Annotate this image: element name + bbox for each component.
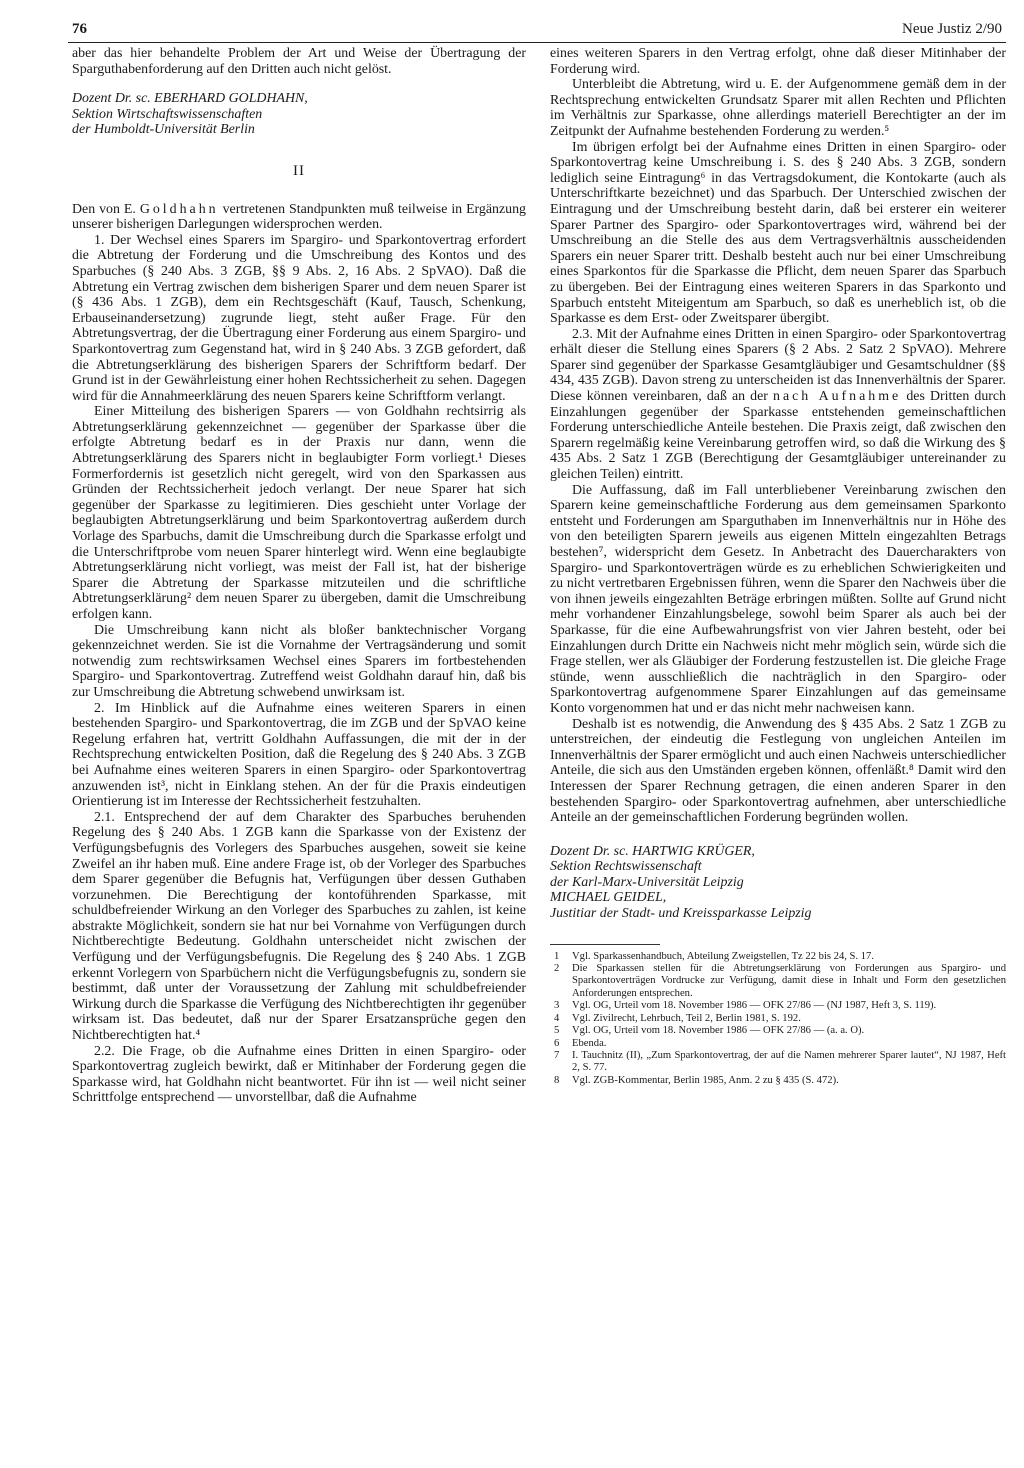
running-header <box>68 20 1006 43</box>
paragraph: Die Auffassung, daß im Fall unterbliebener Vereinbarung zwischen den Sparern keine gemeinschaftliche Forderung aus dem gemeinsamen Sparkonto entsteht und Forderungen am Sparguthaben im Innenverhältnis nur in Höhe des von den beteiligten Sparern jeweils aus eigenen Mitteln eingezahlten Betrags bestehen⁷, widerspricht dem Gesetz. In Anbetracht des Dauercharakters von Spargiro- und Sparkontoverträgen würde es zu erheblichen Schwierigkeiten und zu nicht vertretbaren Ergebnissen führen, wenn die Sparer den Nachweis über die von ihnen jeweils eingezahlten Beträge erbringen müßten. Sollte auf Grund nicht mehr vorhandener Einzahlungsbelege, sowohl beim Sparer als auch bei der Sparkasse, für die eine Aufbewahrungsfrist von vier Jahren besteht, oder bei Einzahlungen durch Dritte ein Nachweis nicht mehr möglich sein, würde sich die Frage stellen, wer als Gläubiger der Forderung festzustellen ist. Die gleiche Frage stünde, wenn ausschließlich die nachträglich in den Spargiro- oder Sparkontovertrag aufgenommene Sparer Einzahlungen auf das gemeinsame Konto vorgenommen hat und er das nicht mehr nachweisen kann. <box>550 482 1006 716</box>
author-affiliation: Justitiar der Stadt- und Kreissparkasse Leipzig <box>550 906 812 922</box>
paragraph: Deshalb ist es notwendig, die Anwendung des § 435 Abs. 2 Satz 1 ZGB zu unterstreichen, der eindeutig die Festlegung von ungleichen Anteilen im Innenverhältnis der Sparer ermöglicht und auch einen Nachweis unterschiedlicher Anteile, die sich aus den Umständen ergeben können, offenläßt.⁸ Damit wird den Interessen der Sparer Rechnung getragen, die einen anderen Sparer in den bestehenden Spargiro- oder Sparkontovertrag aufnehmen, aber unterschiedliche Anteile an der gemeinschaftlichen Forderung begründen wollen. <box>550 716 1006 826</box>
author-block-goldhahn <box>72 91 526 138</box>
paragraph: Unterbleibt die Abtretung, wird u. E. der Aufgenommene gemäß dem in der Rechtsprechung entwickelten Grundsatz Sparer mit allen Rechten und Pflichten im Verhältnis zur Sparkasse, ohne allerdings materiell Berechtigter an der im Zeitpunkt der Aufnahme bestehenden Forderung zu werden.⁵ <box>550 77 1006 139</box>
footnote-number: 6 <box>554 1037 560 1049</box>
paragraph: 2. Im Hinblick auf die Aufnahme eines weiteren Sparers in einen bestehenden Spargiro- und Sparkontovertrag, die im ZGB und der SpVAO keine Regelung erfahren hat, vertritt Goldhahn Auffassungen, die mit der in der Rechtsprechung entwickelten Position, daß die Regelung des § 240 Abs. 3 ZGB bei Aufnahme eines weiteren Sparers in einen Spargiro- oder Sparkontovertrag anzuwenden ist³, nicht in Einklang stehen. An der für die Praxis eindeutigen Orientierung ist im Interesse der Rechtssicherheit festzuhalten. <box>72 700 526 810</box>
journal-issue: Neue Justiz 2/90 <box>902 21 1002 37</box>
footnote-text: Vgl. Zivilrecht, Lehrbuch, Teil 2, Berlin 1981, S. 192. <box>572 1012 801 1024</box>
spaced-text: nach Aufnahme <box>773 389 902 405</box>
intro-text: vertretenen Standpunkten muß teilweise in Ergänzung unserer bisherigen Darlegungen widersprochen werden. <box>72 201 526 233</box>
paragraph: Die Umschreibung kann nicht als bloßer banktechnischer Vorgang gekennzeichnet werden. Sie ist die Vornahme der Vertragsänderung und somit notwendig zum rechtswirksamen Wechsel eines Sparers im fortbestehenden Spargiro- und Sparkontovertrag. Zutreffend weist Goldhahn darauf hin, daß bis zur Umschreibung die Abtretung schwebend unwirksam ist. <box>72 622 526 700</box>
footnote <box>550 951 1006 963</box>
paragraph-text: des Dritten durch Einzahlungen gegenüber der Sparkasse entstehenden gemeinschaftlichen Forderung unterschiedliche Anteile bestehen. Die Praxis zeigt, daß zwischen den Sparern regelmäßig keine Vereinbarung getroffen wird, so daß die Wirkung des § 435 Abs. 2 Satz 1 ZGB (Berechtigung der Gesamtgläubiger untereinander zu gleichen Teilen) eintritt. <box>550 389 1007 483</box>
author-name: Dozent Dr. sc. HARTWIG KRÜGER, <box>550 843 755 859</box>
footnote-text: Vgl. OG, Urteil vom 18. November 1986 — OFK 27/86 — (a. a. O). <box>572 1025 865 1037</box>
footnote <box>550 1000 1006 1012</box>
paragraph: 1. Der Wechsel eines Sparers im Spargiro- und Sparkontovertrag erfordert die Abtretung der Forderung und die Umschreibung des Kontos und des Sparbuches (§ 240 Abs. 3 ZGB, §§ 9 Abs. 2, 16 Abs. 2 SpVAO). Daß die Abtretung ein Vertrag zwischen dem bisherigen Sparer und dem neuen Sparer ist (§ 436 Abs. 1 ZGB), dem ein Rechtsgeschäft (Kauf, Tausch, Schenkung, Erbauseinandersetzung) zugrunde liegt, steht außer Frage. Für den Abtretungsvertrag, der die Übertragung einer Forderung aus einem Spargiro- und Sparkontovertrag zum Gegenstand hat, wird in § 240 Abs. 3 ZGB gefordert, daß die Abtretungserklärung des bisherigen Sparers der Schriftform bedarf. Der Grund ist in der Gewährleistung einer hohen Rechtssicherheit zu sehen. Dagegen wird für die Annahmeerklärung des neuen Sparers keine Schriftform verlangt. <box>72 232 526 404</box>
paragraph-text: 2.3. Mit der Aufnahme eines Dritten in einen Spargiro- oder Sparkontovertrag erhält dieser die Stellung eines Sparers (§ 2 Abs. 2 Satz 2 SpVAO). Mehrere Sparer sind gegenüber der Sparkasse Gesamtgläubiger und Gesamtschuldner (§§ 434, 435 ZGB). Davon streng zu unterscheiden ist das Innenverhältnis der Sparer. Diese können vereinbaren, daß an der <box>550 326 1006 405</box>
footnote-number: 2 <box>554 963 560 975</box>
paragraph: aber das hier behandelte Problem der Art und Weise der Übertragung der Sparguthabenforderung auf den Dritten auch nicht gelöst. <box>72 46 526 77</box>
spaced-name: Goldhahn <box>139 201 219 217</box>
author-name: MICHAEL GEIDEL, <box>550 890 667 906</box>
intro-paragraph <box>72 202 526 233</box>
intro-text: Den von E. <box>72 201 136 217</box>
footnote-number: 5 <box>554 1025 560 1037</box>
footnote <box>550 1013 1006 1025</box>
footnote-text: Vgl. OG, Urteil vom 18. November 1986 — OFK 27/86 — (NJ 1987, Heft 3, S. 119). <box>572 1000 937 1012</box>
footnotes <box>550 951 1006 1087</box>
footnote-text: I. Tauchnitz (II), „Zum Sparkontovertrag, der auf die Namen mehrerer Sparer lautet“, NJ 1987, Heft 2, S. 77. <box>572 1049 1006 1074</box>
footnote <box>550 963 1006 1000</box>
paragraph: Einer Mitteilung des bisherigen Sparers — von Goldhahn rechtsirrig als Abtretungserklärung gekennzeichnet — gegenüber der Sparkasse über die erfolgte Abtretung bedarf es in der Praxis nur dann, wenn die Abtretungserklärung des Sparers nicht in beglaubigter Form vorliegt.¹ Dieses Formerfordernis ist gesetzlich nicht geregelt, wird von den Sparkassen aus Gründen der Rechtssicherheit jedoch verlangt. Der neue Sparer hat sich gegenüber der Sparkasse zu legitimieren. Dies geschieht unter Vorlage der beglaubigten Abtretungserklärung und beim Sparkontovertrag außerdem durch Vorlage des Sparbuchs, damit die Umschreibung durch die Sparkasse erfolgt und die Unterschriftprobe vom neuen Sparer hinterlegt wird. Wenn eine beglaubigte Abtretungserklärung nicht vorliegt, was meist der Fall ist, hat der bisherige Sparer die Abtretung der Sparkasse mitzuteilen und die schriftliche Abtretungserklärung² dem neuen Sparer zu übergeben, damit die Umschreibung erfolgen kann. <box>72 404 526 622</box>
footnote <box>550 1025 1006 1037</box>
footnote-text: Ebenda. <box>572 1037 607 1049</box>
paragraph: 2.1. Entsprechend der auf dem Charakter des Sparbuches beruhenden Regelung des § 240 Abs. 1 ZGB kann die Sparkasse von der Existenz der Verfügungsbefugnis des Vorlegers des Sparbuches ausgehen, soweit sie keine Zweifel an ihr haben muß. Eine andere Frage ist, ob der Vorleger des Sparbuches dem Sparer gegenüber die Befugnis hat, Verfügungen über dessen Guthaben vorzunehmen. Die Berechtigung der kontoführenden Sparkasse, mit schuldbefreiender Wirkung an den Vorleger des Sparbuches zu zahlen, ist keine abstrakte Möglichkeit, sondern sie hat nur bei Vornahme von Verfügungen durch Nichtberechtigte Bedeutung. Goldhahn unterscheidet nicht zwischen der Verfügung und der Verfügungsbefugnis. Die Regelung des § 240 Abs. 1 ZGB erkennt Vorlegern von Sparbüchern nicht die Verfügungsbefugnis zu, sondern sie bestimmt, daß unter der Voraussetzung der Zahlung mit schuldbefreiender Wirkung durch die Sparkasse die Verfügung des Nichtberechtigten ihr gegenüber wirksam ist. Das bedeutet, daß nur der Sparer Ersatzansprüche gegen den Nichtberechtigten hat.⁴ <box>72 809 526 1044</box>
footnote-number: 8 <box>554 1074 560 1086</box>
footnote-rule <box>550 944 660 945</box>
paragraph: 2.2. Die Frage, ob die Aufnahme eines Dritten in einen Spargiro- oder Sparkontovertrag zugleich bewirkt, daß er Mitinhaber der Forderung gegen die Sparkasse wird, hat Goldhahn nicht beantwortet. Für ihn ist — weil nicht seiner Schrittfolge entsprechend — unvorstellbar, daß die Aufnahme <box>72 1043 526 1106</box>
author-block-krueger-geidel <box>550 844 1006 922</box>
footnote-text: Vgl. Sparkassenhandbuch, Abteilung Zweigstellen, Tz 22 bis 24, S. 17. <box>572 950 874 962</box>
footnote-text: Die Sparkassen stellen für die Abtretungserklärung von Forderungen aus Spargiro- und Sparkontoverträgen Vordrucke zur Verfügung, damit diese in Inhalt und Form den gesetzlichen Anforderungen entsprechen. <box>572 963 1006 999</box>
footnote-number: 1 <box>554 950 560 962</box>
author-name: Dozent Dr. sc. EBERHARD GOLDHAHN, <box>72 91 308 107</box>
footnote <box>550 1075 1006 1087</box>
author-affiliation: Sektion Wirtschaftswissenschaften <box>72 106 263 122</box>
author-affiliation: der Humboldt-Universität Berlin <box>72 122 255 138</box>
paragraph: eines weiteren Sparers in den Vertrag erfolgt, ohne daß dieser Mitinhaber der Forderung wird. <box>550 46 1006 77</box>
footnote-number: 4 <box>554 1012 560 1024</box>
paragraph <box>550 327 1006 483</box>
right-column <box>550 46 1006 1087</box>
author-affiliation: der Karl-Marx-Universität Leipzig <box>550 874 744 890</box>
page-number: 76 <box>72 21 87 37</box>
footnote <box>550 1038 1006 1050</box>
footnote-number: 7 <box>554 1049 560 1061</box>
section-number: II <box>293 162 305 179</box>
paragraph: Im übrigen erfolgt bei der Aufnahme eines Dritten in einen Spargiro- oder Sparkontovertrag keine Umschreibung i. S. des § 240 Abs. 3 ZGB, sondern lediglich seine Eintragung⁶ in das Vertragsdokument, die Kontokarte (auch als Unterschriftkarte bezeichnet) und das Sparbuch. Der Unterschied zwischen der Eintragung und der Umschreibung besteht darin, daß bei ersterer ein weiterer Sparer Partner des Spargiro- oder Sparkontovertrages wird, während bei der Umschreibung an die Stelle des aus dem Vertragsverhältnis ausscheidenden Sparers ein neuer Sparer tritt. Deshalb besteht auch nur bei einer Umschreibung eines Sparkontos für die Sparkasse die Pflicht, dem neuen Sparer das Sparbuch zu übergeben. Bei der Eintragung eines weiteren Sparers in das Sparkonto und Sparbuch entsteht Miteigentum am Sparbuch, so daß es unerheblich ist, ob die Sparkasse es dem Erst- oder Zweitsparer übergibt. <box>550 139 1006 327</box>
left-column <box>72 46 526 1106</box>
author-affiliation: Sektion Rechtswissenschaft <box>550 859 702 875</box>
footnote-number: 3 <box>554 1000 560 1012</box>
footnote-text: Vgl. ZGB-Kommentar, Berlin 1985, Anm. 2 zu § 435 (S. 472). <box>572 1074 839 1086</box>
footnote <box>550 1050 1006 1075</box>
